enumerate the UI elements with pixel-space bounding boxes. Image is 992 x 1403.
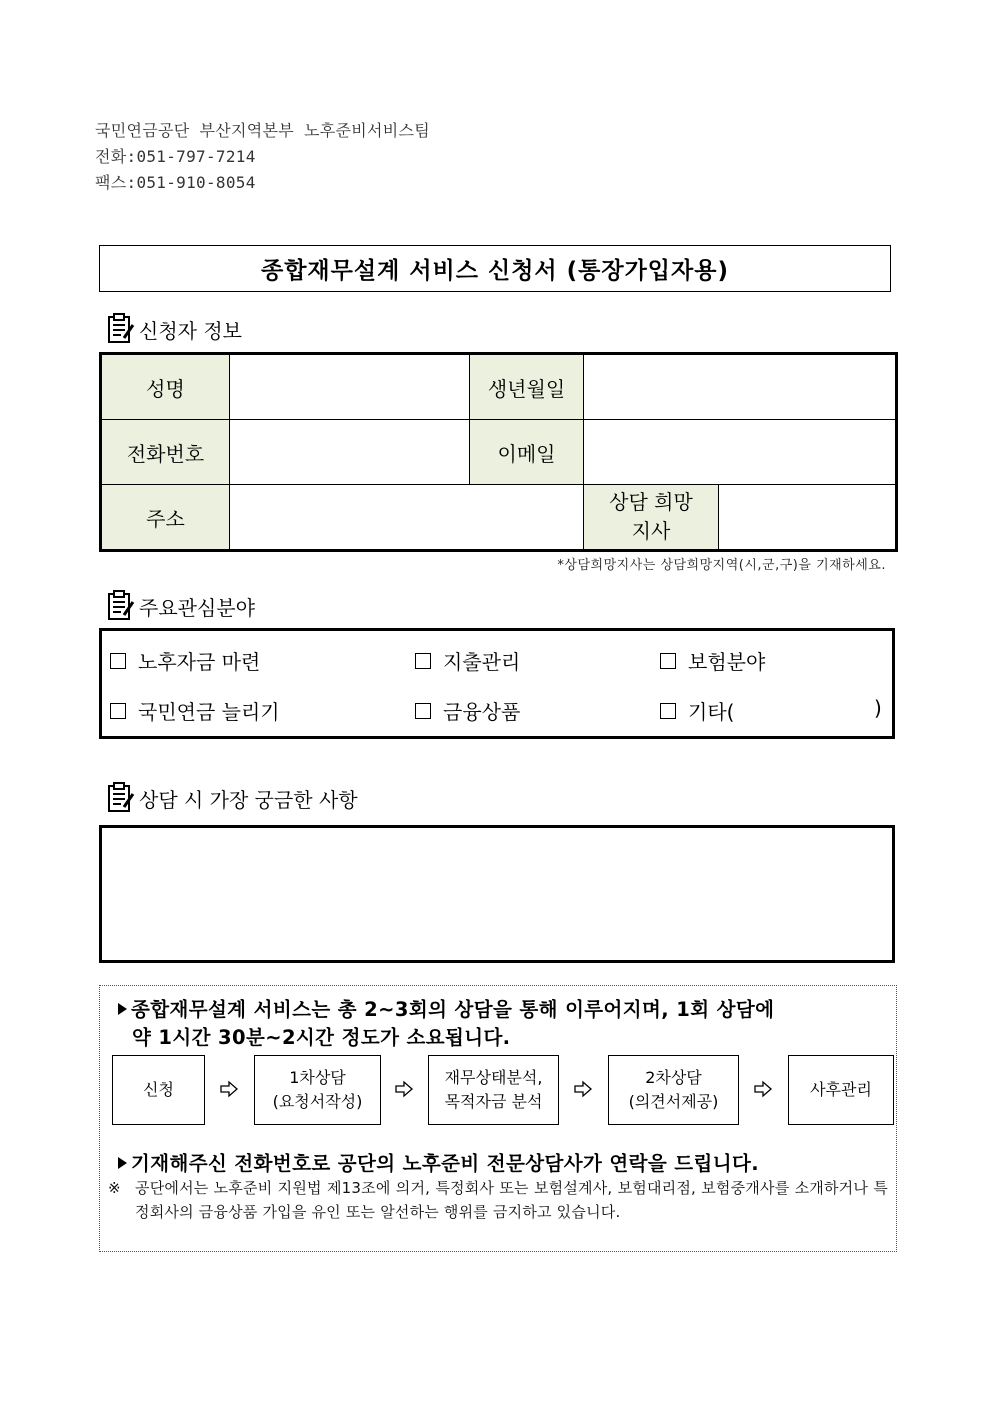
step-second-consult: 2차상담 (의견서제공) [608,1055,739,1125]
branch-label-line1: 상담 희망 [609,490,693,514]
checkbox-icon[interactable] [660,653,676,669]
birth-field[interactable] [584,354,897,420]
clipboard-icon [106,590,136,622]
option-national-pension[interactable]: 국민연금 늘리기 [110,696,280,725]
applicant-heading [106,313,242,345]
disclaimer [108,1176,888,1224]
birth-label: 생년월일 [470,354,584,420]
arrow-right-icon [393,1078,415,1100]
name-field[interactable] [230,354,470,420]
question-field[interactable] [99,825,895,963]
step-apply: 신청 [112,1055,205,1125]
step-aftercare: 사후관리 [788,1055,894,1125]
contact-line: 기재해주신 전화번호로 공단의 노후준비 전문상담사가 연락을 드립니다. [118,1148,759,1176]
address-label: 주소 [101,485,230,551]
checkbox-icon[interactable] [110,703,126,719]
checkbox-icon[interactable] [415,703,431,719]
question-heading-text: 상담 시 가장 궁금한 사항 [139,787,358,812]
applicant-heading-text: 신청자 정보 [139,318,242,343]
option-expense-management[interactable]: 지출관리 [415,646,520,675]
applicant-table [99,352,898,552]
name-label: 성명 [101,354,230,420]
phone-label: 전화번호 [101,420,230,485]
other-close-paren: ) [874,696,882,720]
option-other[interactable]: 기타( [660,696,734,725]
interests-heading-text: 주요관심분야 [139,595,255,620]
option-retirement-fund[interactable]: 노후자금 마련 [110,646,260,675]
arrow-right-icon [572,1078,594,1100]
address-field[interactable] [230,485,584,551]
guide-line-1: 종합재무설계 서비스는 총 2~3회의 상담을 통해 이루어지며, 1회 상담에 [118,994,774,1022]
clipboard-icon [106,782,136,814]
step-first-consult: 1차상담 (요청서작성) [254,1055,381,1125]
phone-number: 전화:051-797-7214 [95,147,256,166]
clipboard-icon [106,313,136,345]
step-analysis: 재무상태분석, 목적자금 분석 [428,1055,559,1125]
checkbox-icon[interactable] [415,653,431,669]
arrow-right-icon [218,1078,240,1100]
branch-field[interactable] [719,485,897,551]
phone-field[interactable] [230,420,470,485]
org-name: 국민연금공단 부산지역본부 노후준비서비스팀 [95,121,430,140]
arrow-right-icon [752,1078,774,1100]
branch-note: *상담희망지사는 상담희망지역(시,군,구)을 기재하세요. [557,558,886,573]
form-title: 종합재무설계 서비스 신청서 (통장가입자용) [99,245,891,292]
reference-mark: ※ [108,1179,121,1197]
fax-number: 팩스:051-910-8054 [95,173,256,192]
interests-heading [106,590,255,622]
email-field[interactable] [584,420,897,485]
guide-line-2: 약 1시간 30분~2시간 정도가 소요됩니다. [132,1026,511,1049]
triangle-bullet-icon [118,1157,127,1169]
option-financial-products[interactable]: 금융상품 [415,696,520,725]
option-insurance[interactable]: 보험분야 [660,646,765,675]
checkbox-icon[interactable] [110,653,126,669]
checkbox-icon[interactable] [660,703,676,719]
question-heading [106,782,358,814]
branch-label-line2: 지사 [631,519,671,543]
branch-label [584,485,719,551]
disclaimer-text: 공단에서는 노후준비 지원법 제13조에 의거, 특정회사 또는 보험설계사, 보험대리점, 보험중개사를 소개하거나 특정회사의 금융상품 가입을 유인 또는 알선하는 행위를 금지하고 있습니다. [135,1179,888,1221]
triangle-bullet-icon [118,1003,127,1015]
email-label: 이메일 [470,420,584,485]
